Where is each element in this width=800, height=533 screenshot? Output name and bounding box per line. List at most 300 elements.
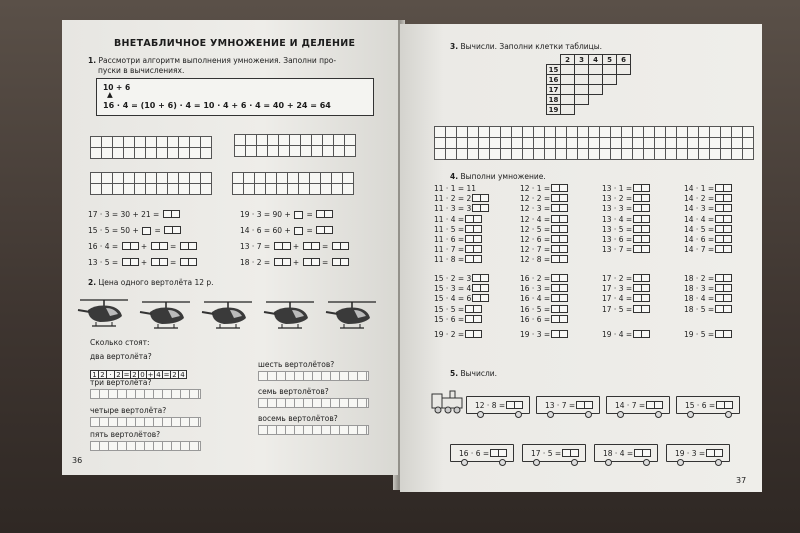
expr-text: 19 · 3 =	[675, 449, 706, 458]
expression	[684, 330, 732, 340]
question: Сколько стоят:	[90, 338, 150, 347]
answer-box[interactable]	[303, 242, 319, 252]
expr-text: 18 · 3 =	[684, 284, 715, 294]
wheel-icon	[533, 459, 540, 466]
answer-box[interactable]	[633, 184, 649, 194]
answer-box[interactable]	[633, 330, 649, 340]
wagon-expression	[459, 449, 507, 459]
item-label: два вертолёта?	[90, 352, 152, 361]
expr-text: 17 · 3 =	[602, 284, 633, 294]
expr-text: 12 · 8 =	[520, 255, 551, 265]
expression	[434, 284, 489, 294]
expression	[434, 215, 482, 225]
expr-text: 19 · 5 =	[684, 330, 715, 339]
expr-text: 15 · 5 =	[434, 304, 465, 314]
expression	[520, 235, 568, 245]
table-header-cell: 2	[561, 55, 575, 65]
item-label: восемь вертолётов?	[258, 414, 338, 423]
answer-box[interactable]	[472, 274, 488, 284]
expr-text: 11 · 2 = 2	[434, 194, 472, 204]
task-number: 3.	[450, 42, 459, 51]
expression	[434, 204, 489, 214]
expr-text: 16 · 5 =	[520, 304, 551, 314]
answer-grid[interactable]	[234, 134, 356, 157]
expr-text: 16 · 2 =	[520, 274, 551, 283]
task4-text	[450, 172, 546, 181]
train-wagon	[536, 396, 600, 414]
answer-box[interactable]	[551, 294, 567, 304]
expression	[520, 245, 568, 255]
expr-text: 19 · 3 = 90 +	[240, 210, 291, 219]
expression	[602, 294, 650, 304]
answer-box[interactable]	[715, 235, 731, 245]
wheel-icon	[477, 411, 484, 418]
expr-row-2-right: 14 · 6 = 60 + =	[240, 226, 333, 236]
expression	[602, 305, 650, 315]
answer-box[interactable]	[465, 315, 481, 325]
expr-text: 16 · 3 =	[520, 284, 551, 294]
train-wagon	[676, 396, 740, 414]
answer-box[interactable]	[633, 204, 649, 214]
example-top: 10 + 6	[103, 83, 131, 92]
train-wagon	[466, 396, 530, 414]
item-label: семь вертолётов?	[258, 387, 329, 396]
helicopter-icon	[324, 298, 380, 334]
answer-box[interactable]	[715, 284, 731, 294]
expr-text: 12 · 6 =	[520, 235, 551, 244]
multiplication-columns	[434, 184, 754, 384]
table-header-cell: 3	[575, 55, 589, 65]
expr-text: 19 · 2 =	[434, 330, 465, 339]
expr-text: 11 · 6 =	[434, 235, 465, 244]
expression	[684, 274, 732, 284]
answer-box[interactable]	[551, 225, 567, 235]
answer-cells-filled[interactable]: 1 2 · 2 = 2 0 + 4 = 2 4	[90, 364, 186, 383]
expression	[520, 225, 568, 235]
answer-box[interactable]	[465, 235, 481, 245]
task-number: 2.	[88, 278, 97, 287]
table-row-head: 16	[547, 75, 561, 85]
expr-text: 17 · 5 =	[531, 449, 562, 458]
right-page	[400, 24, 762, 492]
expr-text: 18 · 4 =	[684, 294, 715, 304]
answer-box[interactable]	[122, 242, 138, 252]
task1-line1: Рассмотри алгоритм выполнения умножения. Заполни про-	[98, 56, 337, 65]
answer-box[interactable]	[465, 330, 481, 340]
example-frame	[96, 78, 374, 116]
task-number: 4.	[450, 172, 459, 181]
answer-box[interactable]	[180, 242, 196, 252]
answer-cells[interactable]	[90, 389, 201, 399]
answer-grid[interactable]	[90, 136, 212, 159]
answer-box[interactable]	[472, 294, 488, 304]
expression	[434, 330, 482, 340]
expr-text: 16 · 4 =	[520, 294, 551, 304]
answer-cells[interactable]	[90, 417, 201, 427]
expression	[602, 225, 650, 235]
answer-box[interactable]	[551, 245, 567, 255]
expr-text: 14 · 3 =	[684, 204, 715, 214]
wheel-icon	[499, 459, 506, 466]
answer-box[interactable]	[551, 215, 567, 225]
answer-box[interactable]	[180, 258, 196, 268]
expression	[520, 315, 568, 325]
example-line: 16 · 4 = (10 + 6) · 4 = 10 · 4 + 6 · 4 = 40 + 24 = 64	[103, 101, 331, 110]
table-row-head: 15	[547, 65, 561, 75]
expression	[520, 294, 568, 304]
helicopter-icon	[262, 298, 318, 334]
expr-text: 15 · 6 =	[685, 401, 716, 410]
task3-line: Вычисли. Заполни клетки таблицы.	[460, 42, 603, 51]
answer-box[interactable]	[163, 210, 179, 220]
answer-box[interactable]	[715, 225, 731, 235]
expr-text: 12 · 2 =	[520, 194, 551, 204]
helicopter-icon	[76, 296, 132, 332]
wheel-icon	[515, 411, 522, 418]
expr-text: 12 · 3 =	[520, 204, 551, 214]
expr-text: 13 · 1 =	[602, 184, 633, 193]
answer-box[interactable]	[715, 274, 731, 284]
expr-text: 14 · 1 =	[684, 184, 715, 193]
wheel-icon	[715, 459, 722, 466]
answer-box[interactable]	[551, 255, 567, 265]
answer-box[interactable]	[634, 449, 650, 459]
answer-box[interactable]	[472, 284, 488, 294]
expr-text: 17 · 4 =	[602, 294, 633, 304]
table-row-head: 17	[547, 85, 561, 95]
expr-row-4-right: 18 · 2 = + =	[240, 258, 349, 268]
page-number: 36	[72, 456, 83, 465]
expr-row-1-left	[88, 210, 180, 220]
train-wagon	[606, 396, 670, 414]
expr-text: 15 · 6 =	[434, 314, 465, 324]
expr-text: 15 · 5 = 50 +	[88, 226, 139, 235]
expr-text: 11 · 3 = 3	[434, 204, 472, 214]
table-header-cell: 5	[603, 55, 617, 65]
expr-text: 11 · 5 =	[434, 224, 465, 234]
answer-box[interactable]	[122, 258, 138, 268]
expr-text: 11 · 1 = 11	[434, 184, 477, 193]
expr-text: 14 · 6 =	[684, 235, 715, 244]
wheel-icon	[605, 459, 612, 466]
task2-line: Цена одного вертолёта 12 р.	[98, 278, 214, 287]
expr-row-1-right: 19 · 3 = 90 + =	[240, 210, 333, 220]
item-label: пять вертолётов?	[90, 430, 161, 439]
expr-text: 14 · 7 =	[615, 401, 646, 410]
expr-text: 17 · 5 =	[602, 304, 633, 314]
expr-text: 15 · 2 = 3	[434, 274, 472, 283]
expression	[520, 284, 568, 294]
table-row-head: 18	[547, 95, 561, 105]
expr-text: 15 · 4 = 6	[434, 294, 472, 304]
left-page	[62, 20, 398, 475]
page-title: ВНЕТАБЛИЧНОЕ УМНОЖЕНИЕ И ДЕЛЕНИЕ	[114, 38, 356, 49]
answer-cells[interactable]	[258, 371, 369, 381]
task5-text	[450, 369, 497, 378]
expression	[434, 305, 482, 315]
expr-text: 14 · 6 = 60 +	[240, 226, 291, 235]
answer-box[interactable]	[294, 227, 303, 235]
answer-box[interactable]	[715, 184, 731, 194]
task2-text	[88, 278, 214, 287]
expr-text: 12 · 5 =	[520, 224, 551, 234]
expression	[434, 245, 482, 255]
task-number: 1.	[88, 56, 97, 65]
expression	[684, 235, 732, 245]
expr-text: 11 · 8 =	[434, 255, 465, 265]
wheel-icon	[677, 459, 684, 466]
answer-box[interactable]	[715, 194, 731, 204]
wagon-expression	[685, 401, 733, 411]
expression	[602, 284, 650, 294]
answer-box[interactable]	[274, 242, 290, 252]
answer-box[interactable]	[465, 245, 481, 255]
expression	[520, 215, 568, 225]
answer-box[interactable]	[551, 284, 567, 294]
expr-text: 14 · 2 =	[684, 194, 715, 204]
answer-box[interactable]	[551, 184, 567, 194]
expr-text: 13 · 5 =	[88, 258, 119, 267]
answer-box[interactable]	[551, 315, 567, 325]
answer-box[interactable]	[633, 284, 649, 294]
expression	[520, 184, 568, 194]
answer-box[interactable]	[576, 401, 592, 411]
expr-text: 12 · 4 =	[520, 214, 551, 224]
expression	[684, 245, 732, 255]
expression	[684, 215, 732, 225]
page-number: 37	[736, 476, 747, 485]
expr-text: 19 · 3 =	[520, 330, 551, 339]
expr-text: 18 · 2 =	[684, 274, 715, 283]
expression	[684, 294, 732, 304]
answer-box[interactable]	[633, 215, 649, 225]
expr-text: 13 · 6 =	[602, 235, 633, 244]
expr-text: 13 · 7 =	[602, 245, 633, 255]
answer-box[interactable]	[274, 258, 290, 268]
answer-box[interactable]	[706, 449, 722, 459]
task1-line2: пуски в вычислениях.	[98, 66, 185, 75]
wagon-expression	[545, 401, 593, 411]
item-label: три вертолёта?	[90, 378, 152, 387]
expression	[434, 274, 489, 284]
item-label: четыре вертолёта?	[90, 406, 167, 415]
expr-text: 18 · 4 =	[603, 449, 634, 458]
wheel-icon	[617, 411, 624, 418]
answer-box[interactable]	[562, 449, 578, 459]
expr-text: 16 · 6 =	[459, 449, 490, 458]
helicopter-icon	[138, 298, 194, 334]
expression	[434, 315, 482, 325]
expr-text: 13 · 7 =	[545, 401, 576, 410]
expr-text: 14 · 7 =	[684, 245, 715, 255]
expr-text: 13 · 3 =	[602, 204, 633, 214]
expression	[602, 194, 650, 204]
answer-cells[interactable]	[258, 425, 369, 435]
answer-box[interactable]	[465, 225, 481, 235]
locomotive-icon	[430, 388, 464, 414]
wagon-expression	[531, 449, 579, 459]
wheel-icon	[687, 411, 694, 418]
expr-text: 16 · 6 =	[520, 314, 551, 324]
expr-text: 17 · 3 = 30 + 21 =	[88, 210, 160, 219]
expr-text: 12 · 1 =	[520, 184, 551, 193]
expression	[520, 305, 568, 315]
table-header-cell: 4	[589, 55, 603, 65]
answer-box[interactable]	[633, 194, 649, 204]
task1-text	[88, 56, 336, 65]
answer-box[interactable]	[490, 449, 506, 459]
answer-box[interactable]	[633, 305, 649, 315]
expression	[684, 184, 732, 194]
answer-box[interactable]	[551, 194, 567, 204]
answer-grid[interactable]	[90, 172, 212, 195]
expr-text: 13 · 7 =	[240, 242, 271, 251]
expr-text: 14 · 5 =	[684, 224, 715, 234]
answer-cells[interactable]	[258, 398, 369, 408]
expr-text: 17 · 2 =	[602, 274, 633, 283]
expr-text: 15 · 3 = 4	[434, 284, 472, 294]
expr-text: 16 · 4 =	[88, 242, 119, 251]
answer-box[interactable]	[633, 235, 649, 245]
expression	[602, 204, 650, 214]
answer-box[interactable]	[506, 401, 522, 411]
task-number: 5.	[450, 369, 459, 378]
answer-box[interactable]	[332, 242, 348, 252]
answer-grid[interactable]	[434, 126, 754, 160]
expression	[684, 305, 732, 315]
wheel-icon	[725, 411, 732, 418]
answer-cells[interactable]	[90, 441, 201, 451]
answer-box[interactable]	[551, 274, 567, 284]
answer-box[interactable]	[633, 274, 649, 284]
expr-text: 12 · 7 =	[520, 245, 551, 255]
expression	[434, 225, 482, 235]
answer-box[interactable]	[465, 305, 481, 315]
task4-line: Выполни умножение.	[460, 172, 546, 181]
expr-text: 18 · 5 =	[684, 304, 715, 314]
wagon-expression	[603, 449, 651, 459]
table-row-head: 19	[547, 105, 561, 115]
expr-text: 14 · 4 =	[684, 214, 715, 224]
multiplication-table[interactable]	[546, 54, 631, 115]
answer-box[interactable]	[164, 226, 180, 236]
answer-box[interactable]	[715, 294, 731, 304]
expr-text: 13 · 2 =	[602, 194, 633, 204]
wagon-expression	[675, 449, 723, 459]
item-label: шесть вертолётов?	[258, 360, 335, 369]
answer-box[interactable]	[715, 215, 731, 225]
train-wagon	[666, 444, 730, 462]
expression	[434, 294, 489, 304]
task3-text	[450, 42, 602, 51]
answer-box[interactable]	[715, 204, 731, 214]
expression	[434, 235, 482, 245]
wagon-expression	[615, 401, 663, 411]
task5-line: Вычисли.	[460, 369, 498, 378]
expr-text: 13 · 4 =	[602, 214, 633, 224]
wheel-icon	[655, 411, 662, 418]
answer-box[interactable]	[472, 194, 488, 204]
answer-grid[interactable]	[232, 172, 354, 195]
expression	[684, 204, 732, 214]
expression	[602, 245, 650, 255]
answer-box[interactable]	[142, 227, 151, 235]
answer-box[interactable]	[715, 245, 731, 255]
answer-box[interactable]	[151, 258, 167, 268]
expr-text: 19 · 4 =	[602, 330, 633, 339]
answer-box[interactable]	[316, 226, 332, 236]
wheel-icon	[547, 411, 554, 418]
answer-box[interactable]	[465, 255, 481, 265]
expression	[434, 194, 489, 204]
expr-text: 11 · 7 =	[434, 245, 465, 255]
answer-box[interactable]	[715, 330, 731, 340]
answer-box[interactable]	[551, 305, 567, 315]
expression	[684, 225, 732, 235]
wheel-icon	[461, 459, 468, 466]
arrow-up-icon: ▲	[107, 90, 113, 99]
answer-box[interactable]	[551, 204, 567, 214]
answer-box[interactable]	[465, 215, 481, 225]
answer-box[interactable]	[633, 294, 649, 304]
expr-text: 11 · 4 =	[434, 214, 465, 224]
answer-box[interactable]	[551, 235, 567, 245]
table-header-cell: 6	[617, 55, 631, 65]
expression	[434, 255, 482, 265]
expression	[520, 255, 568, 265]
answer-box[interactable]	[633, 225, 649, 235]
expression	[684, 194, 732, 204]
expression	[602, 215, 650, 225]
answer-box[interactable]	[715, 305, 731, 315]
answer-box[interactable]	[151, 242, 167, 252]
train-wagon	[450, 444, 514, 462]
wheel-icon	[571, 459, 578, 466]
train-wagon	[594, 444, 658, 462]
expr-text: 18 · 2 =	[240, 258, 271, 267]
answer-box[interactable]	[551, 330, 567, 340]
answer-box[interactable]	[716, 401, 732, 411]
expression	[684, 284, 732, 294]
answer-box[interactable]	[633, 245, 649, 255]
expression	[602, 184, 650, 194]
expression	[520, 194, 568, 204]
train-wagon	[522, 444, 586, 462]
expression	[602, 274, 650, 284]
expression	[602, 330, 650, 340]
answer-box[interactable]	[294, 211, 303, 219]
expression	[434, 184, 476, 193]
answer-box[interactable]	[332, 258, 348, 268]
expr-row-2-left: 15 · 5 = 50 + =	[88, 226, 181, 236]
wheel-icon	[585, 411, 592, 418]
expression	[520, 274, 568, 284]
expr-row-3-right: 13 · 7 = + =	[240, 242, 349, 252]
answer-box[interactable]	[472, 204, 488, 214]
expr-text: 13 · 5 =	[602, 224, 633, 234]
expr-row-3-left: 16 · 4 = + =	[88, 242, 197, 252]
expression	[520, 330, 568, 340]
expression	[520, 204, 568, 214]
expression	[602, 235, 650, 245]
expr-row-4-left: 13 · 5 = + =	[88, 258, 197, 268]
answer-box[interactable]	[316, 210, 332, 220]
wheel-icon	[643, 459, 650, 466]
answer-box[interactable]	[646, 401, 662, 411]
wagon-expression	[475, 401, 523, 411]
answer-box[interactable]	[303, 258, 319, 268]
expr-text: 12 · 8 =	[475, 401, 506, 410]
